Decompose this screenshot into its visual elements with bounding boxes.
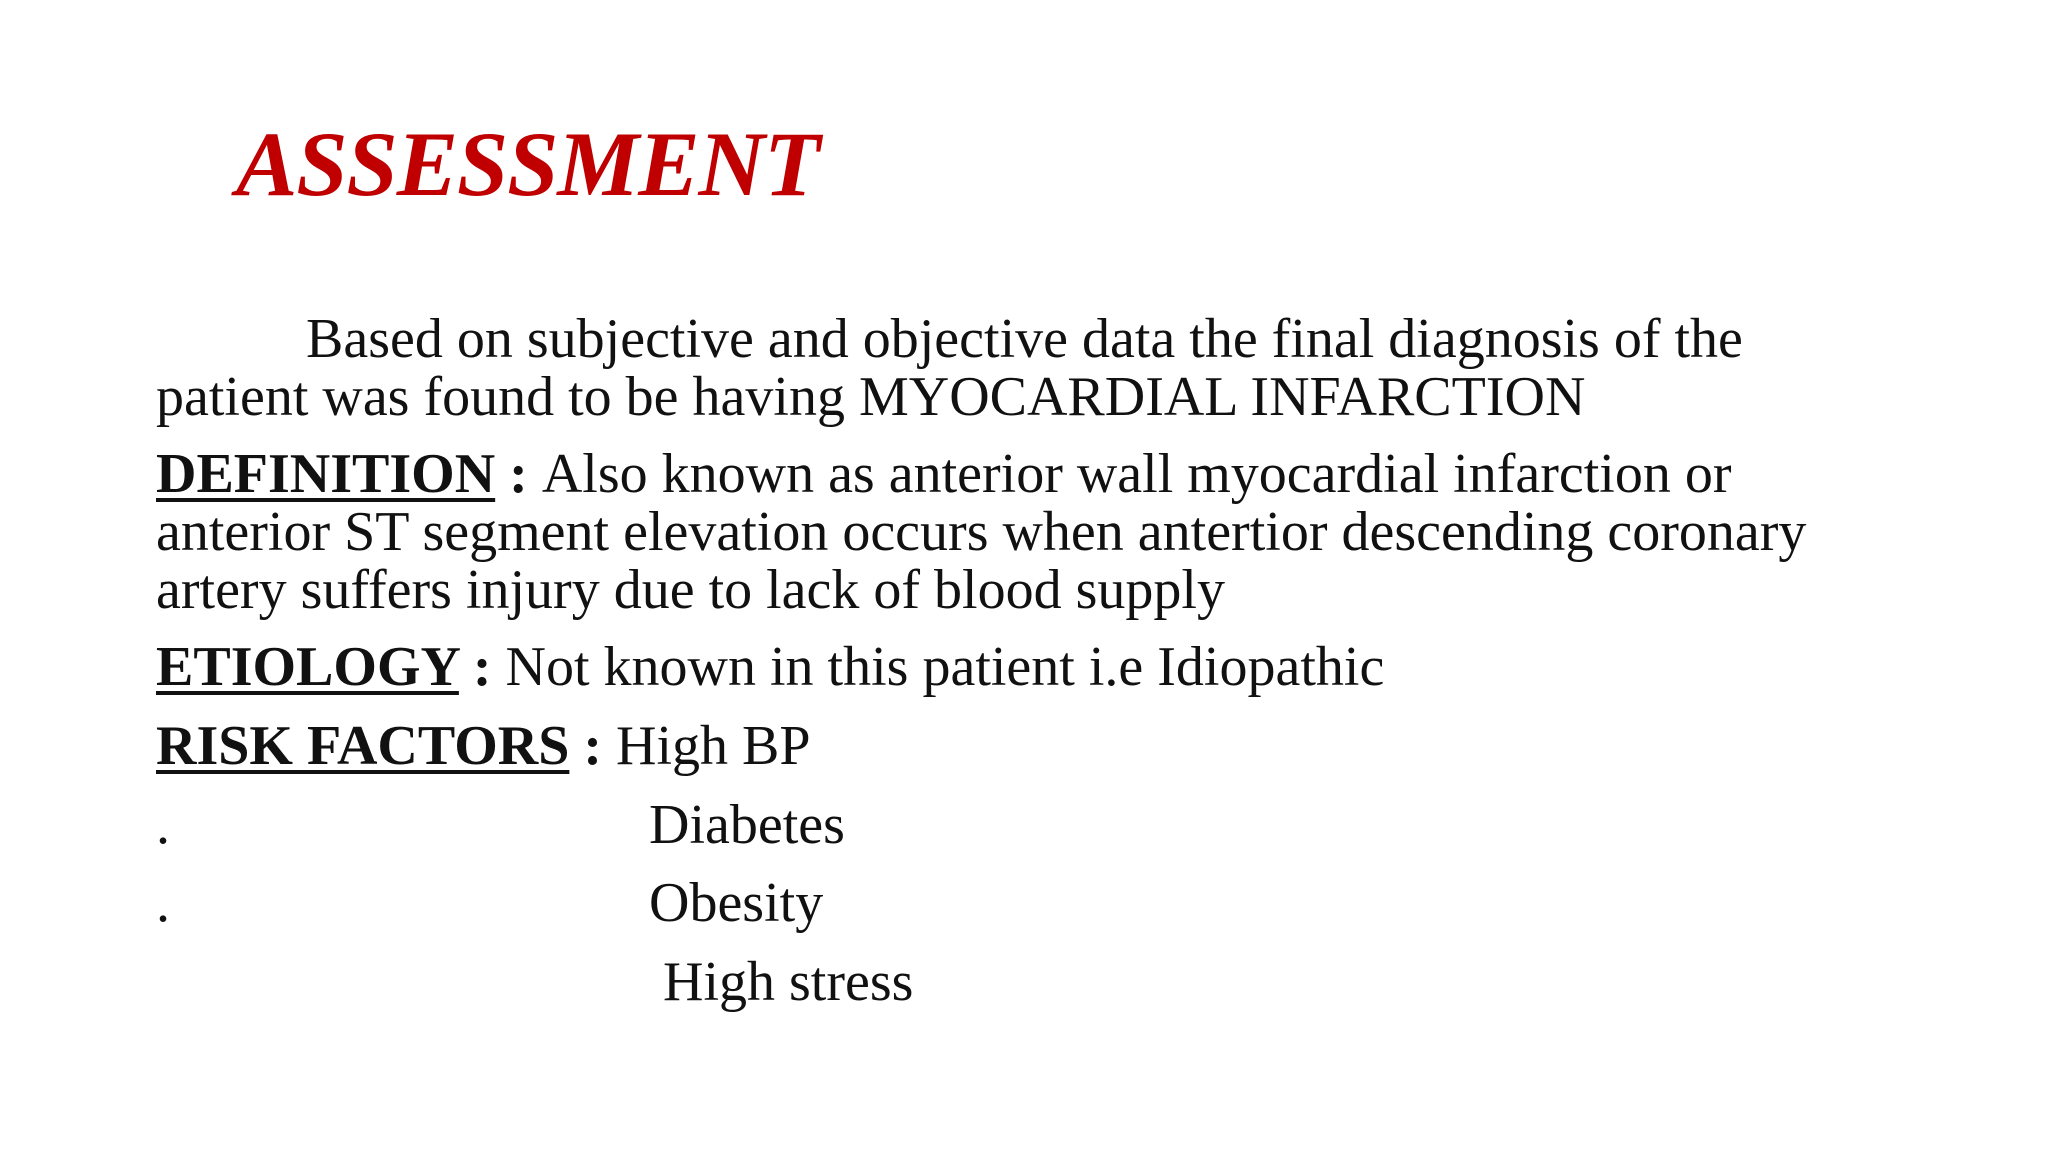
risk-factor-item: Diabetes bbox=[649, 794, 845, 856]
bullet-mark: . bbox=[156, 794, 170, 856]
risk-factor-item: High stress bbox=[663, 951, 914, 1013]
risk-factors-paragraph bbox=[156, 717, 1916, 775]
definition-text: Also known as anterior wall myocardial infarction or anterior ST segment elevation occurs when antertior descending coronary artery suffers injury due to lack of blood supply bbox=[156, 443, 1807, 621]
definition-term: DEFINITION bbox=[156, 443, 496, 505]
definition-separator: : bbox=[495, 443, 542, 505]
etiology-paragraph bbox=[156, 638, 1916, 696]
intro-line-1: Based on subjective and objective data the final diagnosis of the bbox=[306, 308, 1743, 370]
intro-line-2: patient was found to be having MYOCARDIAL INFARCTION bbox=[156, 366, 1586, 428]
slide-title: ASSESSMENT bbox=[236, 113, 820, 215]
risk-factors-separator: : bbox=[569, 715, 617, 777]
risk-factors-term: RISK FACTORS bbox=[156, 715, 570, 777]
risk-factor-first: High BP bbox=[616, 715, 811, 777]
etiology-text: Not known in this patient i.e Idiopathic bbox=[505, 636, 1385, 698]
risk-factor-item: Obesity bbox=[649, 872, 824, 934]
definition-paragraph bbox=[156, 445, 1916, 619]
intro-paragraph bbox=[156, 310, 1916, 426]
etiology-separator: : bbox=[458, 636, 506, 698]
bullet-mark: . bbox=[156, 872, 170, 934]
etiology-term: ETIOLOGY bbox=[156, 636, 459, 698]
